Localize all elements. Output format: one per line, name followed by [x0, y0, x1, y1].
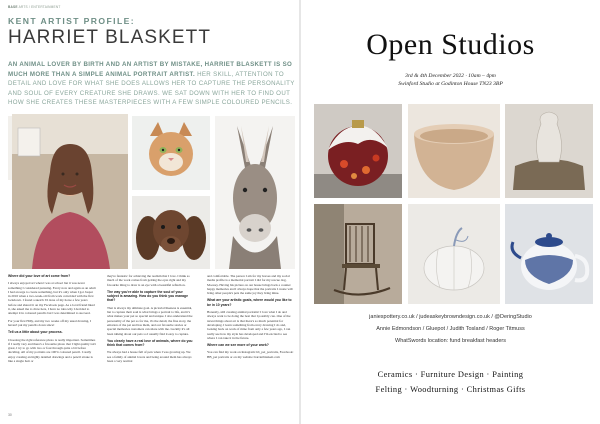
artwork-photo-row [8, 114, 295, 269]
spaniel-portrait-drawing [132, 196, 210, 269]
interview-question: The way you're able to capture the soul of your subject is amazing. How do you think you manage that? [107, 289, 189, 303]
interview-question: What are your artistic goals, where would you like to be in 10 years? [207, 298, 292, 307]
contact-line-location: WhatSwords location: fund breakfast headers [395, 338, 506, 344]
felted-pumpkin [408, 204, 500, 304]
interview-question: Where can we see more of your work? [207, 343, 269, 348]
cat-portrait-drawing [132, 116, 210, 190]
contact-line-artists: Annie Edmondson / Gluepot / Judith Tosland / Roger Titmuss [376, 326, 525, 332]
section-header: BASE ARTS / ENTERTAINMENT [8, 5, 61, 9]
contact-line-websites: janiespottery.co.uk / judeaskeybrowndesign.co.uk / @DeringStudio [369, 314, 532, 320]
craft-categories-line-2: Felting · Woodturning · Christmas Gifts [375, 385, 526, 394]
interview-answer: and comfortable. The person I am for my horses and my social media profile is a memorial portrait I did for my rescue dog, Mooney. Having his picture on our house brings back a counter happy memories and I always hope that the portraits I create will bring other people's pets the same joy they bring mine. [207, 274, 293, 296]
rocking-chair [314, 204, 402, 304]
article-standfirst [8, 60, 295, 108]
event-date: 3rd & 4th December 2022 · 10am – 4pm [405, 73, 496, 79]
interview-answer: That is always my ultimate goal. A pictorial likeness is essential, but to capture their soul is what brings a portrait to life, and it's what makes your pet so special and unique. I also understand the personality of the pet so for me, it's the detail, the fine story, the emotion of the pet and has them, and our favourite stories or special memories customers can share with me. Luckily it's all been talking about our pets so I usually find it easy to capture. [107, 305, 193, 336]
craft-categories-line-1: Ceramics · Furniture Design · Painting [377, 370, 524, 379]
body-column-3 [207, 274, 295, 362]
standfirst-rest: HER SKILL, ATTENTION TO DETAIL AND LOVE FOR WHAT SHE DOES ALLOWS HER TO CAPTURE THE PERSONALITY AND SOUL OF EVERY CREATURE SHE DRAWS. WE SAT DOWN WITH HER TO FIND OUT HOW SHE CREATES THESE MASTERPIECES WITH A FEW SIMPLE COLOURED PENCILS. [8, 70, 295, 107]
wooden-bowl [408, 104, 500, 198]
article-body [8, 274, 295, 412]
right-page [301, 0, 600, 424]
craft-photo-grid [314, 104, 593, 304]
blue-white-teapot [505, 204, 593, 304]
interview-answer: Honestly, still creating animal portraits! I love what I do and always want to be doing the best that I possibly can. One of the nicest things about art is that there's so much potential for developing. I learn something from every drawing I do and, looking back on work of mine from only a few years ago, I can really see how my style has developed and I'm excited to see where I can take it in the future. [207, 310, 291, 340]
interview-answer: Choosing the right reference photo is really important. Sometimes if I really vary and there's a favourite photo that I light quality isn't great, I try to go with two or four through quite a bit before deciding. All of my portraits are 100% coloured pencil. I really enjoy creating an highly detailed drawings and a pencil stroke is like a single hair or [8, 337, 96, 364]
interview-answer: I always enjoyed art when I was at school but it was never something I considered pursuing. Every now and again as an adult I had an urge to create something, but it's only when I got Jaspar in 2016 when a two-week-old from work coincided with the first lockdown. I found a sketch I'd done of my horse a few years before and shared it on my Facebook page. As a local friend liked it, she asked me to draw hers, I have no idea why I decided to attempt it in coloured pencils but I was determined to succeed. [8, 281, 96, 316]
interview-answer: For your first Hilly, and my two weeks off my usual drawing, I haven't put my pencils down since! [8, 318, 92, 327]
page-number: 30 [8, 413, 12, 417]
donkey-portrait-drawing [215, 116, 295, 269]
interview-question: Tell us a little about your process. [8, 330, 63, 335]
interview-question: You clearly have a real love of animals, where do you think that comes from? [107, 338, 193, 348]
interview-answer: they're fantastic for achieving the realism that I love. I think so much of the work comes from getting the eyes right and my favourite thing to draw is an eye with a beautiful reflection. [107, 274, 190, 287]
standfirst-lead: AN ANIMAL LOVER BY BIRTH AND AN ARTIST BY MISTAKE, HARRIET BLASKETT IS SO MUCH MORE THAN A SIMPLE ANIMAL PORTRAIT ARTIST. [8, 61, 293, 78]
interview-answer: We always had a house full of pets when I was growing up. We see a family of animal lovers and being around them has always been a very normal [107, 350, 192, 364]
christmas-bauble-ceramic [314, 104, 402, 198]
interview-question: Where did your love of art come from? [8, 274, 71, 278]
ad-title: Open Studios [366, 28, 535, 61]
ceramic-vessel-on-wood [505, 104, 593, 198]
body-column-1 [8, 274, 96, 366]
article-title: HARRIET BLASKETT [8, 27, 212, 48]
event-venue: Swinford Studio at Godinton House TN23 3BP [398, 81, 503, 87]
body-column-2 [107, 274, 195, 366]
left-page [0, 0, 299, 424]
artist-photo [12, 114, 128, 269]
interview-answer: You can find my work on Instagram: hb_pet_portraits, Facebook: HB_pet portraits or on my website: harrietblaskett.com [207, 350, 294, 359]
article-kicker: KENT ARTIST PROFILE: [8, 16, 135, 26]
